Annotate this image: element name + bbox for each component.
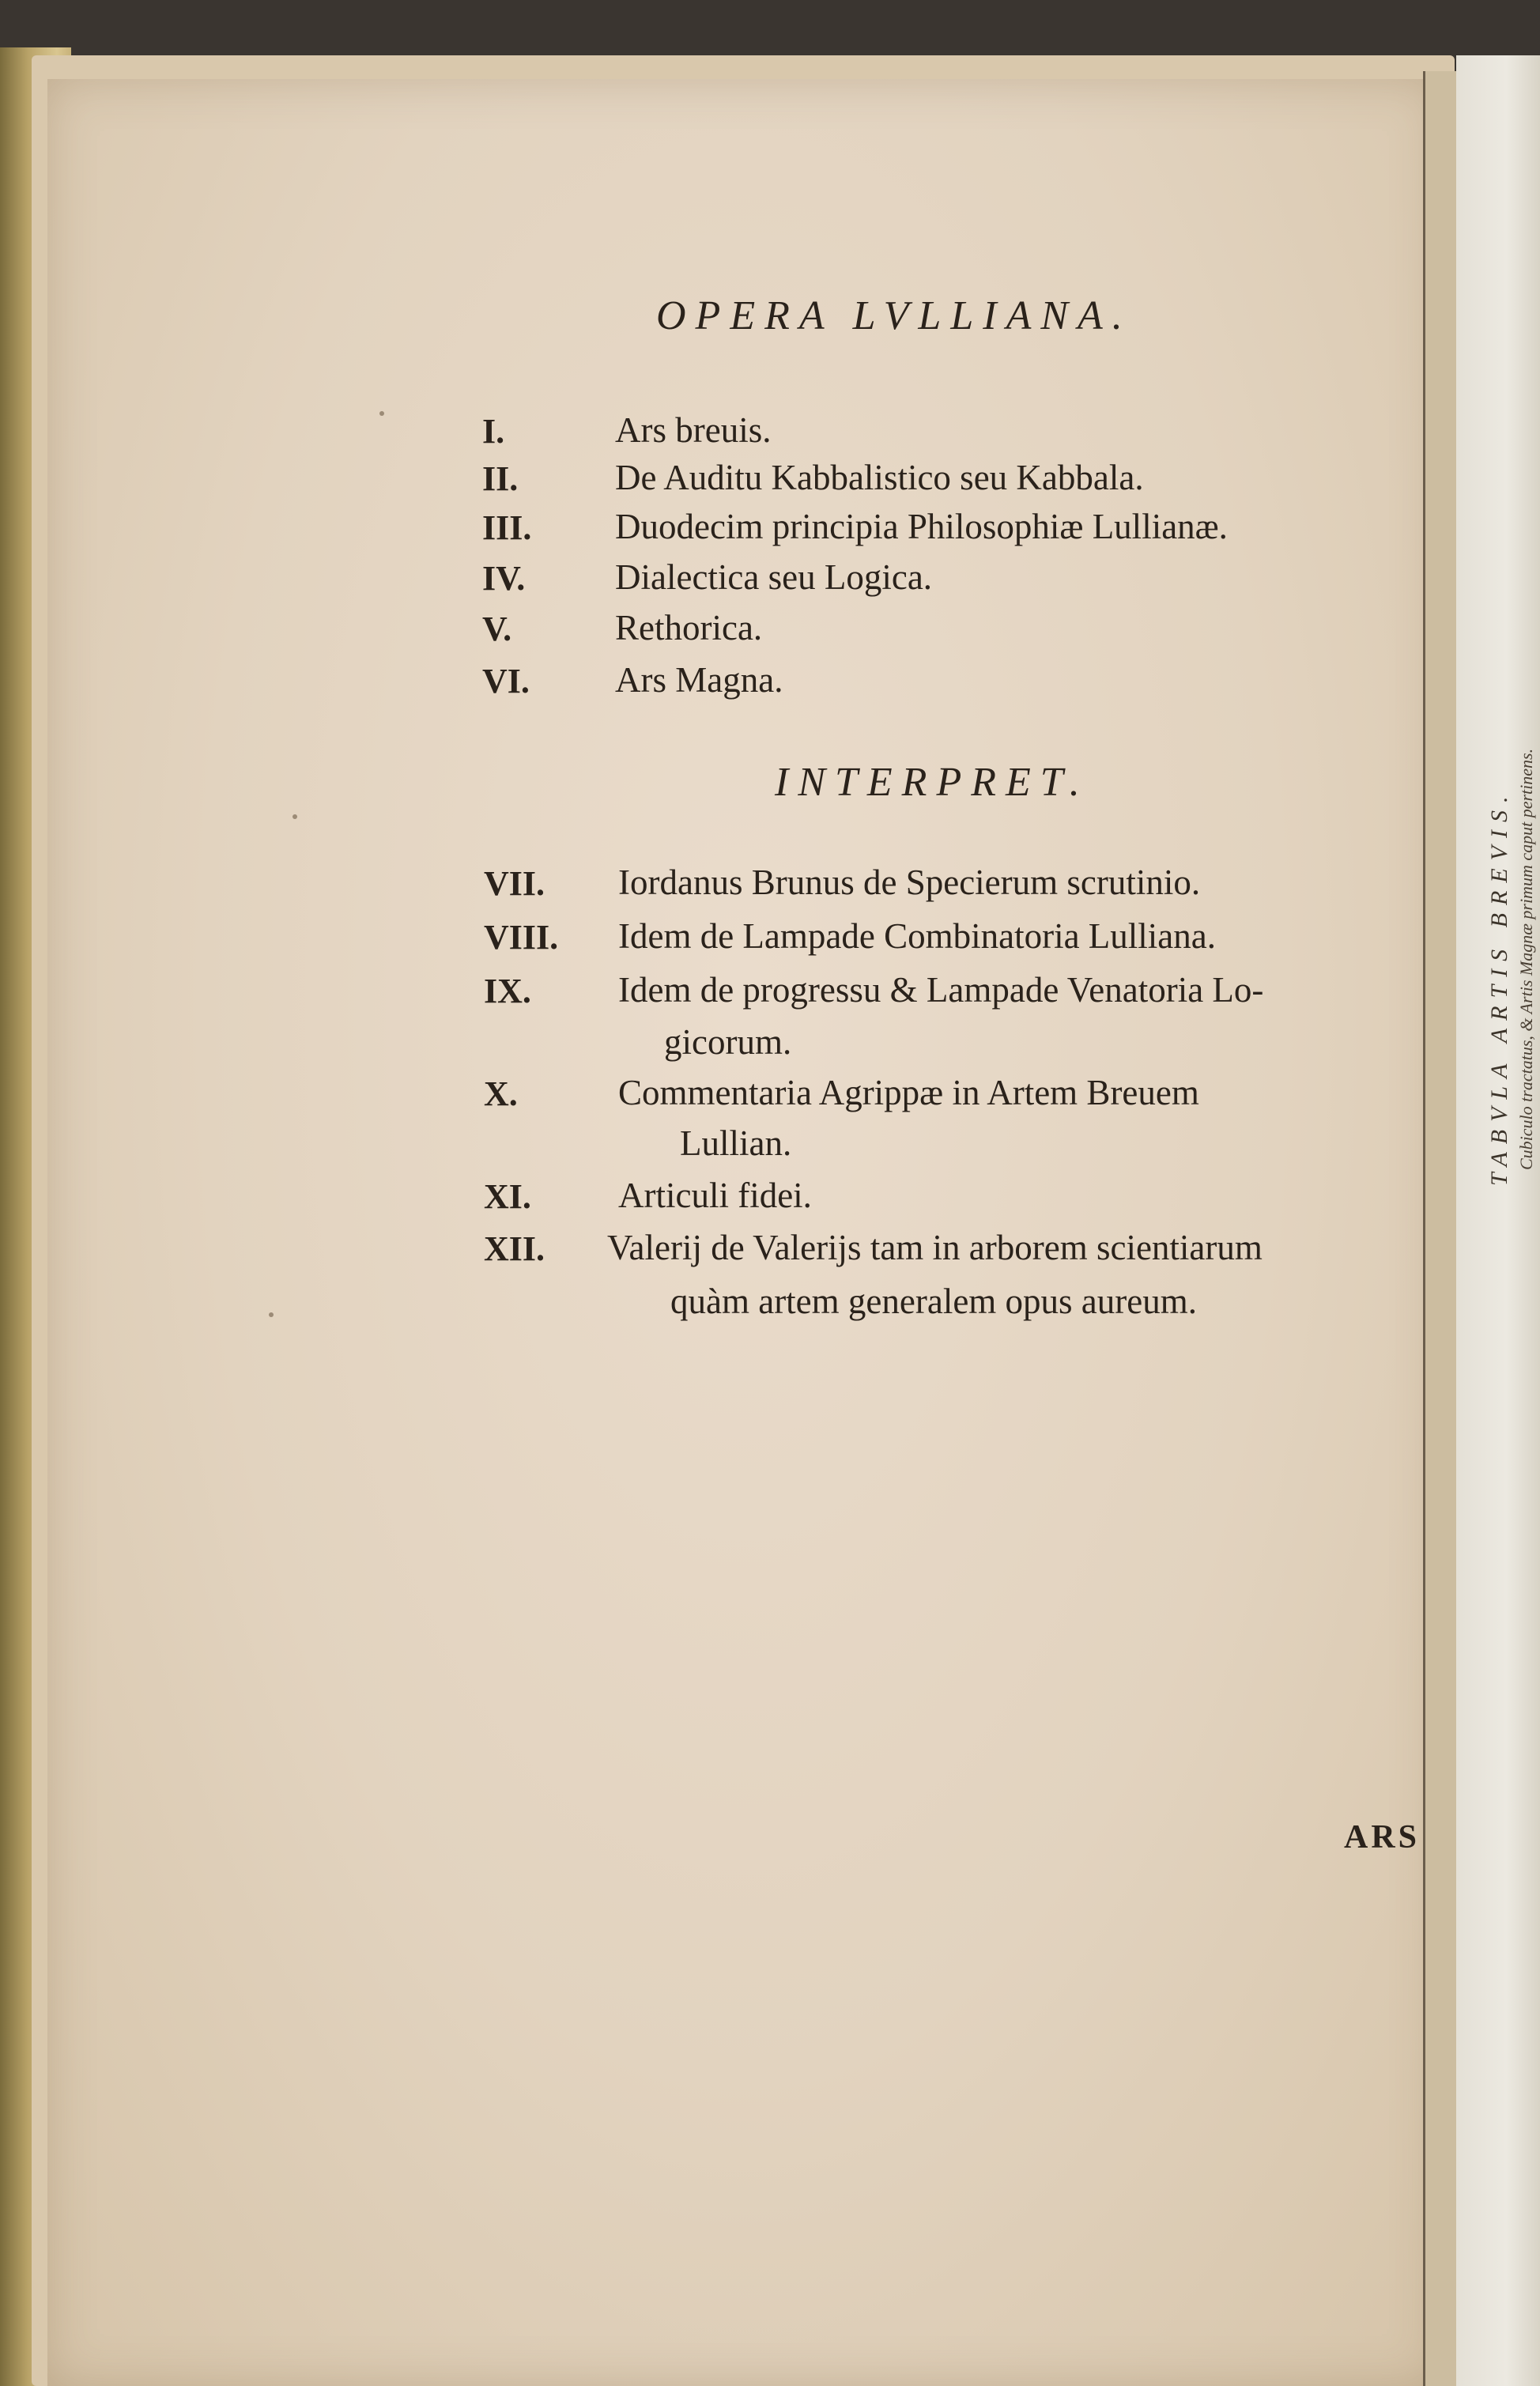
heading-opera-lulliana: OPERA LVLLIANA. [656,293,1132,338]
opera-entry-2: De Auditu Kabbalistico seu Kabbala. [615,458,1144,497]
opera-entry-3: Duodecim principia Philosophiæ Lullianæ. [615,507,1228,546]
interpret-entry-12: Valerij de Valerijs tam in arborem scientiarum [607,1228,1263,1267]
opera-num-1: I. [482,412,505,451]
interpret-entry-9-cont: gicorum. [664,1022,792,1062]
opera-num-4: IV. [482,559,526,598]
opera-num-2: II. [482,459,519,498]
interpret-num-10: X. [484,1074,518,1113]
interpret-num-9: IX. [484,972,531,1010]
interpret-num-8: VIII. [484,918,559,957]
interpret-entry-10-cont: Lullian. [680,1123,792,1163]
opera-num-3: III. [482,508,532,547]
opera-entry-1: Ars breuis. [615,410,772,450]
opera-entry-4: Dialectica seu Logica. [615,557,933,597]
foldout-page [1456,55,1540,2386]
interpret-entry-10: Commentaria Agrippæ in Artem Breuem [618,1073,1199,1112]
opera-entry-6: Ars Magna. [615,660,783,700]
interpret-num-12: XII. [484,1229,545,1268]
opera-num-6: VI. [482,662,530,700]
catchword: ARS [1344,1819,1421,1856]
opera-entry-5: Rethorica. [615,608,763,647]
foldout-subtitle: Cubiculo tractatus, & Artis Magnæ primum caput pertinens. [1516,748,1536,1170]
foldout-title: TABVLA ARTIS BREVIS. [1486,788,1512,1186]
heading-interpret: INTERPRET. [775,760,1089,805]
interpret-entry-8: Idem de Lampade Combinatoria Lulliana. [618,916,1216,956]
interpret-num-11: XI. [484,1177,531,1216]
interpret-num-7: VII. [484,864,545,903]
interpret-entry-7: Iordanus Brunus de Specierum scrutinio. [618,863,1201,902]
opera-num-5: V. [482,610,512,648]
interpret-entry-12-cont: quàm artem generalem opus aureum. [670,1282,1197,1321]
page-gutter [1423,71,1457,2386]
interpret-entry-11: Articuli fidei. [618,1176,812,1215]
interpret-entry-9: Idem de progressu & Lampade Venatoria Lo- [618,970,1264,1010]
